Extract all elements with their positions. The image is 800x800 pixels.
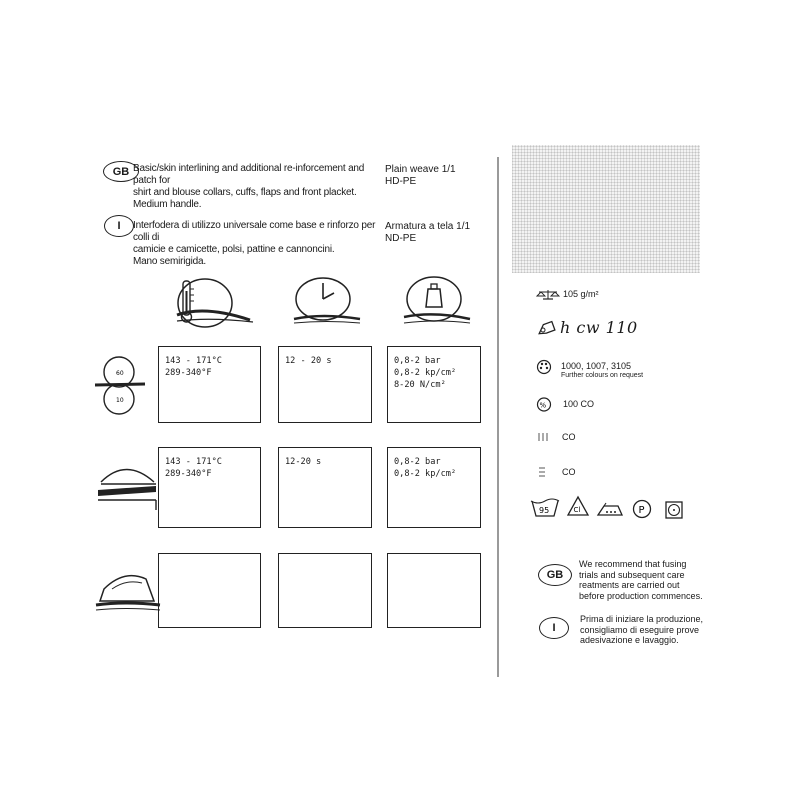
gb-description-line: Basic/skin interlining and additional re-inforcement and patch for <box>133 163 365 186</box>
clock-icon <box>292 275 362 330</box>
iron-icon <box>596 502 624 518</box>
it-recommendation-badge: I <box>539 617 569 639</box>
it-description-line: camicie e camicette, polsi, pattine e cannoncini. <box>133 244 335 255</box>
bleach-label: Cl <box>573 506 581 514</box>
it-weave-type: Armatura a tela 1/1 <box>385 221 471 232</box>
iron-press-icon <box>94 567 162 617</box>
it-description-line: Mano semirigida. <box>133 256 206 267</box>
weft-icon <box>538 467 546 477</box>
warp-icon <box>538 432 548 442</box>
it-coating: ND-PE <box>385 233 417 244</box>
roller-press-icon <box>95 352 145 417</box>
warp-value: CO <box>562 432 576 442</box>
article-tag-icon <box>536 321 556 337</box>
gb-weave-type: Plain weave 1/1 <box>385 164 456 175</box>
gb-weave <box>385 164 456 188</box>
wash-temperature: 95 <box>539 506 550 515</box>
composition-value: 100 CO <box>563 399 595 409</box>
temperature-icon <box>175 275 255 335</box>
colour-codes: 1000, 1007, 3105 <box>561 361 632 371</box>
colour-palette-icon <box>536 359 552 375</box>
pressure-kp: 0,8-2 kp/cm² <box>394 469 457 479</box>
temperature-fahrenheit: 289-340°F <box>165 368 212 378</box>
pressure-cell-row2 <box>387 447 481 528</box>
fabric-swatch <box>512 145 700 273</box>
pressure-kp: 0,8-2 kp/cm² <box>394 368 457 378</box>
time-cell-row3 <box>278 553 372 628</box>
temperature-cell-row2 <box>158 447 261 528</box>
wash-95-icon <box>530 498 560 518</box>
temperature-cell-row1 <box>158 346 261 423</box>
pressure-bar: 0,8-2 bar <box>394 356 441 366</box>
svg-text:%: % <box>539 401 547 410</box>
recommendation-line: We recommend that fusing <box>579 559 687 569</box>
colours <box>561 361 643 380</box>
pressure-cell-row3 <box>387 553 481 628</box>
gb-description-line: shirt and blouse collars, cuffs, flaps and front placket. <box>133 187 357 198</box>
gb-recommendation-text <box>579 559 729 601</box>
time-value: 12 - 20 s <box>285 356 332 366</box>
gb-coating: HD-PE <box>385 176 417 187</box>
recommendation-line: reatments are carried out <box>579 580 680 590</box>
recommendation-line: trials and subsequent care <box>579 569 685 580</box>
it-language-badge: I <box>104 215 134 237</box>
it-weave <box>385 221 470 245</box>
svg-text:60: 60 <box>116 370 124 377</box>
bleach-triangle-icon <box>567 495 589 517</box>
gb-language-badge: GB <box>103 161 139 182</box>
it-description <box>133 220 383 268</box>
recommendation-line: before production commences. <box>579 590 703 601</box>
flat-press-icon <box>96 462 160 517</box>
scale-icon <box>537 289 559 301</box>
time-cell-row2 <box>278 447 372 528</box>
recommendation-line: adesivazione e lavaggio. <box>580 635 679 645</box>
pressure-newton: 8-20 N/cm² <box>394 380 446 390</box>
temperature-celsius: 143 - 171°C <box>165 356 222 366</box>
column-divider <box>497 157 499 677</box>
it-recommendation-text <box>580 614 730 646</box>
dryclean-label: P <box>638 505 645 516</box>
gb-recommendation-badge: GB <box>538 564 572 586</box>
recommendation-line: consigliamo di eseguire prove <box>580 624 700 635</box>
it-description-line: Interfodera di utilizzo universale come base e rinforzo per colli di <box>133 220 376 243</box>
pressure-bar: 0,8-2 bar <box>394 457 441 467</box>
svg-text:10: 10 <box>116 397 124 404</box>
colours-note: Further colours on request <box>561 372 644 379</box>
weight-value: 105 g/m² <box>563 289 599 299</box>
time-value: 12-20 s <box>285 457 322 467</box>
dryclean-p-icon <box>632 499 652 519</box>
temperature-fahrenheit: 289-340°F <box>165 469 212 479</box>
recommendation-line: Prima di iniziare la produzione, <box>580 614 704 624</box>
weft-value: CO <box>562 467 576 477</box>
article-code: h cw 110 <box>560 318 638 337</box>
time-cell-row1 <box>278 346 372 423</box>
composition-percent-icon <box>536 397 552 412</box>
gb-description <box>133 163 383 211</box>
temperature-cell-row3 <box>158 553 261 628</box>
gb-description-line: Medium handle. <box>133 199 202 210</box>
temperature-celsius: 143 - 171°C <box>165 457 222 467</box>
pressure-weight-icon <box>402 273 472 331</box>
pressure-cell-row1 <box>387 346 481 423</box>
tumble-dry-icon <box>664 500 684 520</box>
